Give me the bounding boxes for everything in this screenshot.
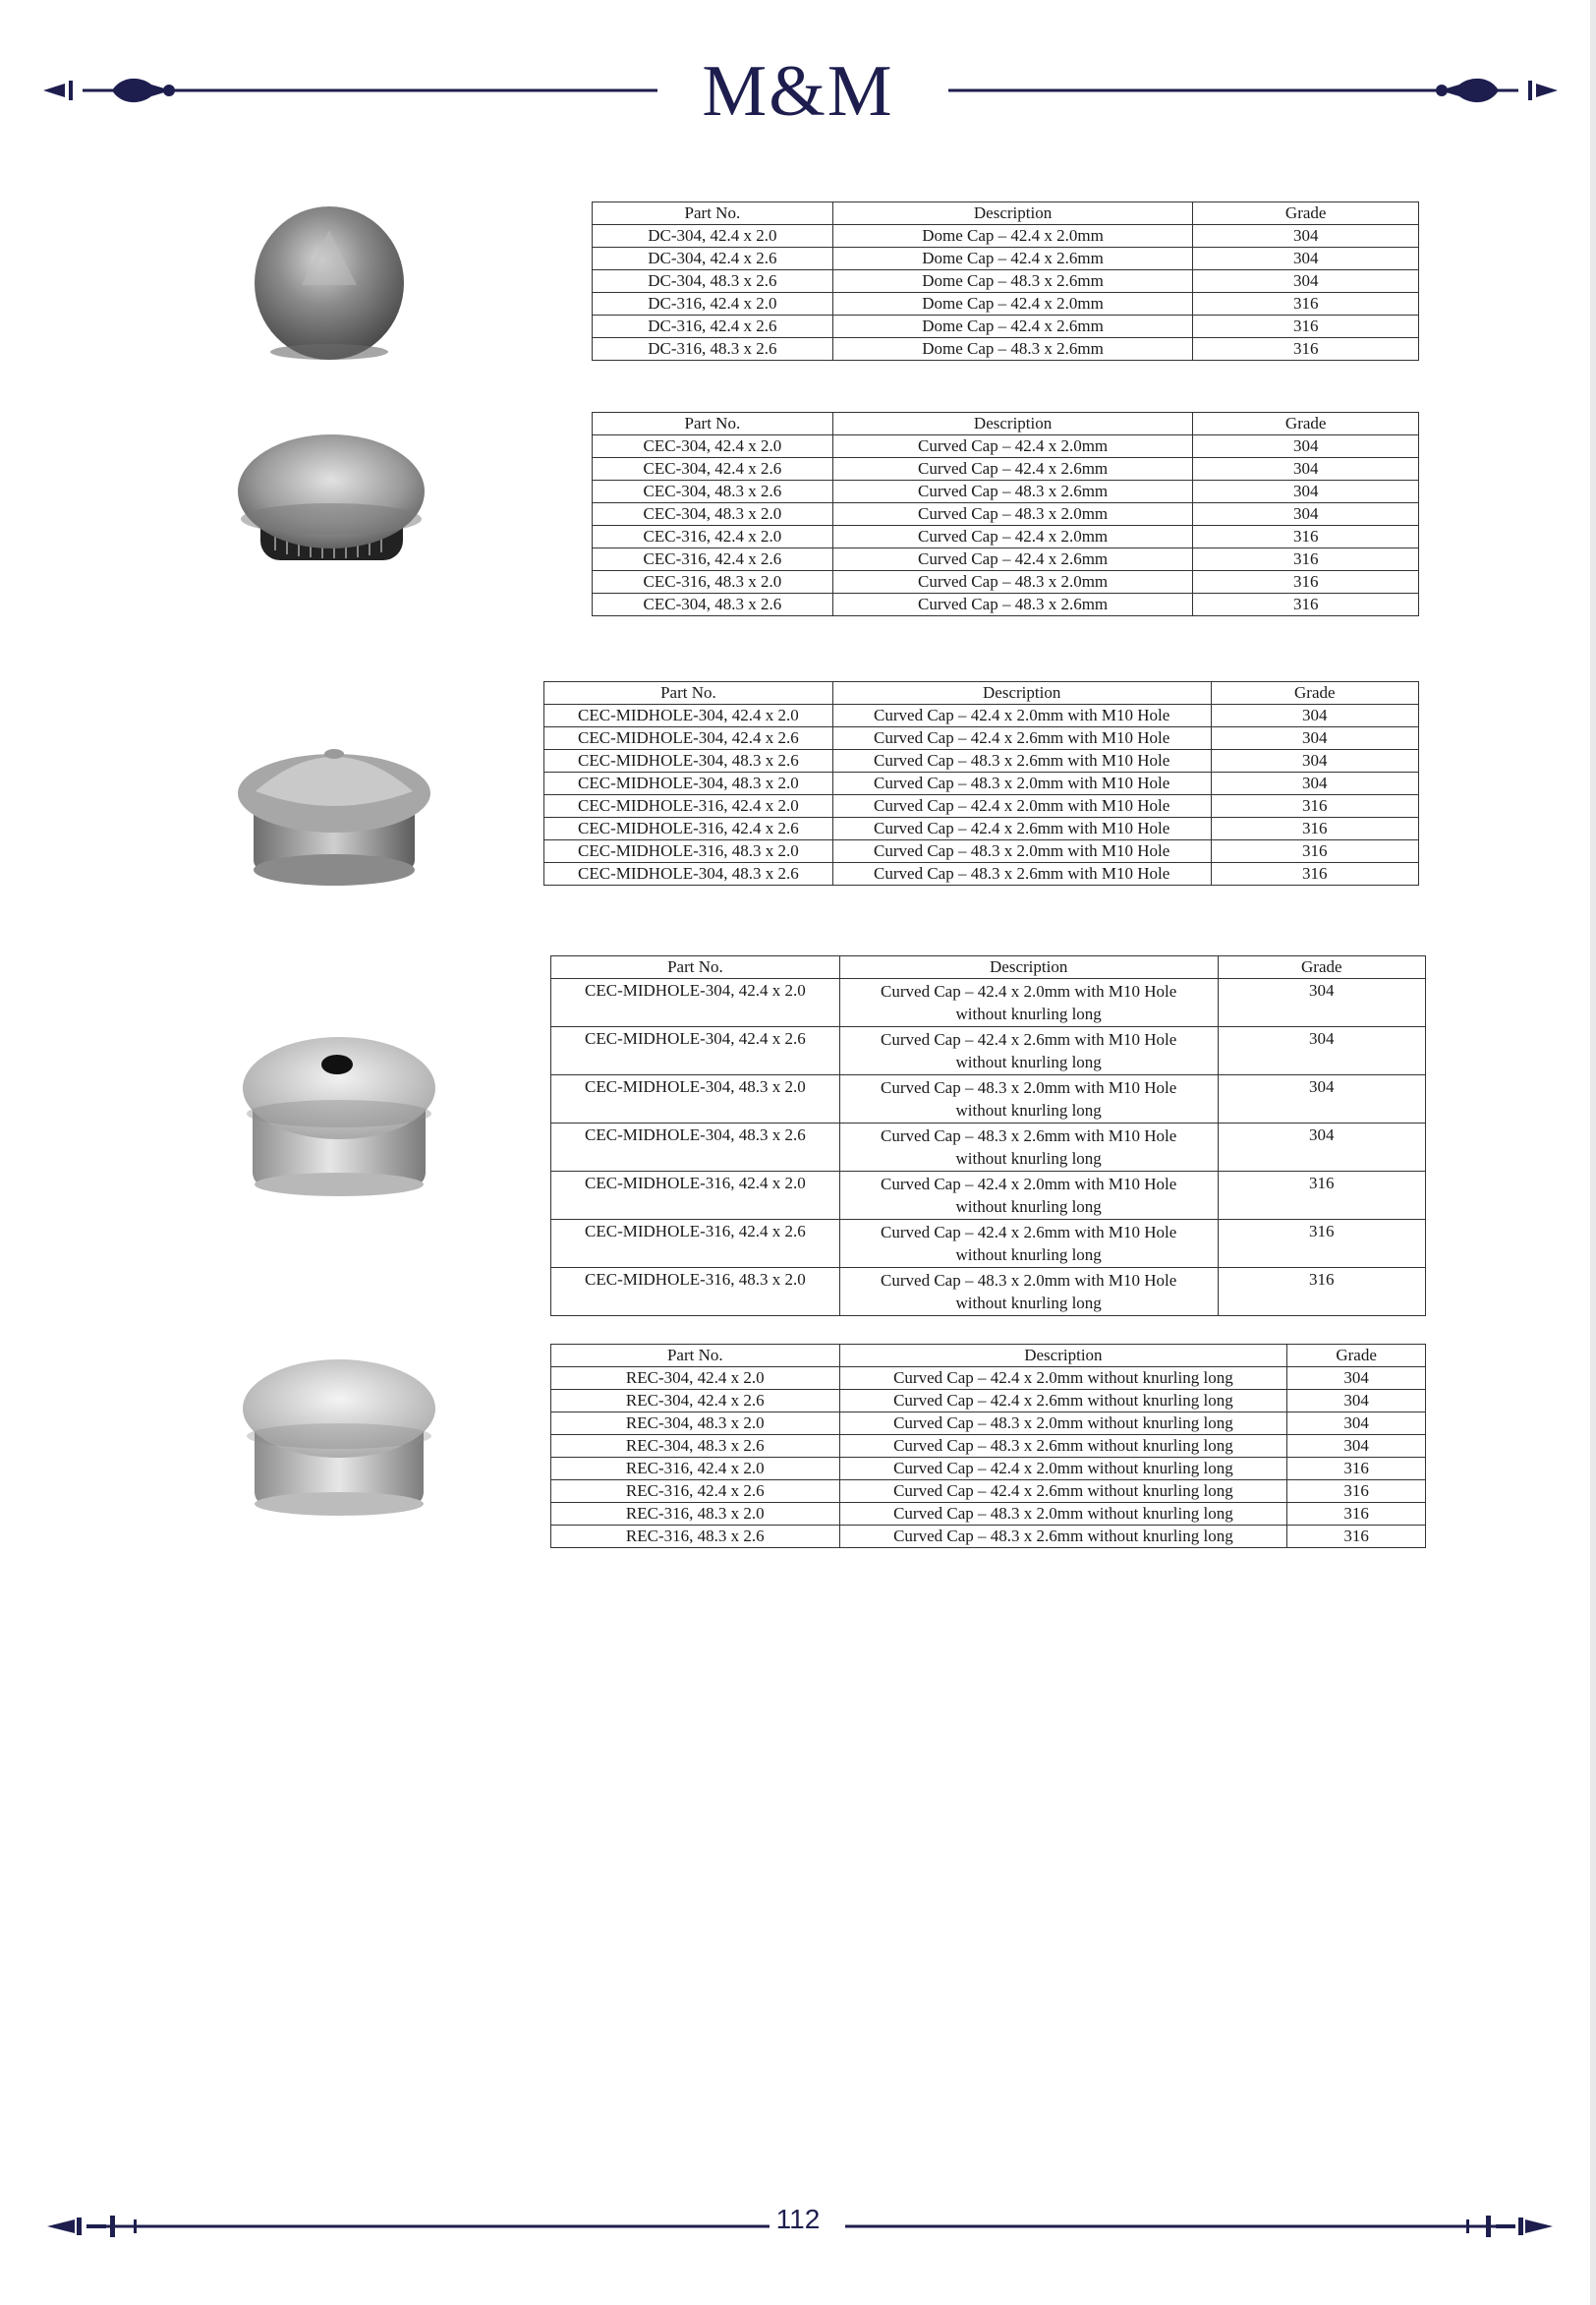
description-cell: Curved Cap – 42.4 x 2.6mm: [832, 548, 1193, 571]
grade-cell: 316: [1287, 1526, 1426, 1548]
part-no-cell: CEC-MIDHOLE-316, 42.4 x 2.0: [544, 795, 833, 818]
grade-cell: 304: [1287, 1412, 1426, 1435]
grade-cell: 304: [1193, 270, 1419, 293]
part-no-cell: CEC-MIDHOLE-304, 42.4 x 2.6: [551, 1027, 840, 1075]
grade-cell: 316: [1211, 795, 1418, 818]
part-no-cell: DC-316, 42.4 x 2.6: [593, 316, 833, 338]
part-no-cell: CEC-MIDHOLE-304, 42.4 x 2.0: [551, 979, 840, 1027]
page-header: [0, 47, 1596, 145]
grade-cell: 304: [1211, 773, 1418, 795]
table-row: [551, 1435, 1426, 1458]
table-row: [544, 727, 1419, 750]
description-line: without knurling long: [955, 1101, 1102, 1120]
part-no-cell: CEC-304, 48.3 x 2.0: [593, 503, 833, 526]
grade-cell: 304: [1287, 1435, 1426, 1458]
part-no-cell: CEC-MIDHOLE-316, 48.3 x 2.0: [551, 1268, 840, 1316]
table-row: [544, 705, 1419, 727]
description-cell: Curved Cap – 48.3 x 2.6mm: [832, 594, 1193, 616]
part-no-cell: CEC-316, 42.4 x 2.6: [593, 548, 833, 571]
description-cell: Curved Cap – 48.3 x 2.0mm: [832, 571, 1193, 594]
description-cell: Curved Cap – 42.4 x 2.6mm without knurling long: [839, 1390, 1287, 1412]
col-grade: Grade: [1193, 202, 1419, 225]
dome-cap-table: [592, 202, 1419, 361]
col-part-no: Part No.: [544, 682, 833, 705]
page-number: 112: [775, 2204, 821, 2234]
part-no-cell: CEC-MIDHOLE-304, 42.4 x 2.0: [544, 705, 833, 727]
description-cell: Dome Cap – 42.4 x 2.6mm: [832, 316, 1193, 338]
part-no-cell: CEC-304, 42.4 x 2.0: [593, 435, 833, 458]
rec-cap-table: [550, 1344, 1426, 1548]
table-header-row: [551, 956, 1426, 979]
part-no-cell: REC-316, 48.3 x 2.6: [551, 1526, 840, 1548]
description-cell: Dome Cap – 48.3 x 2.6mm: [832, 270, 1193, 293]
grade-cell: 316: [1193, 571, 1419, 594]
description-line: Curved Cap – 48.3 x 2.0mm with M10 Hole: [881, 1271, 1177, 1290]
description-cell: [839, 1268, 1218, 1316]
col-grade: Grade: [1287, 1345, 1426, 1367]
table-row: [551, 1124, 1426, 1172]
col-part-no: Part No.: [593, 202, 833, 225]
table-row: [593, 270, 1419, 293]
table-row: [551, 1172, 1426, 1220]
col-description: Description: [832, 413, 1193, 435]
col-grade: Grade: [1218, 956, 1425, 979]
description-cell: [839, 979, 1218, 1027]
description-cell: Curved Cap – 42.4 x 2.0mm with M10 Hole: [832, 795, 1211, 818]
table-row: [551, 1526, 1426, 1548]
grade-cell: 316: [1218, 1220, 1425, 1268]
grade-cell: 316: [1211, 840, 1418, 863]
part-no-cell: CEC-MIDHOLE-316, 42.4 x 2.6: [544, 818, 833, 840]
col-part-no: Part No.: [551, 956, 840, 979]
part-no-cell: CEC-MIDHOLE-316, 48.3 x 2.0: [544, 840, 833, 863]
description-cell: Curved Cap – 48.3 x 2.0mm without knurling long: [839, 1412, 1287, 1435]
grade-cell: 304: [1211, 705, 1418, 727]
table-row: [544, 773, 1419, 795]
description-cell: [839, 1220, 1218, 1268]
table-header-row: [544, 682, 1419, 705]
description-line: Curved Cap – 42.4 x 2.0mm with M10 Hole: [881, 1175, 1177, 1193]
part-no-cell: CEC-MIDHOLE-304, 48.3 x 2.6: [544, 863, 833, 886]
table-row: [551, 979, 1426, 1027]
table-row: [551, 1268, 1426, 1316]
description-cell: Curved Cap – 48.3 x 2.6mm with M10 Hole: [832, 863, 1211, 886]
grade-cell: 304: [1193, 248, 1419, 270]
part-no-cell: REC-316, 42.4 x 2.0: [551, 1458, 840, 1480]
table-row: [551, 1458, 1426, 1480]
description-line: without knurling long: [955, 1245, 1102, 1264]
description-line: Curved Cap – 42.4 x 2.0mm with M10 Hole: [881, 982, 1177, 1001]
part-no-cell: CEC-304, 42.4 x 2.6: [593, 458, 833, 481]
part-no-cell: DC-304, 42.4 x 2.6: [593, 248, 833, 270]
table-row: [593, 225, 1419, 248]
description-cell: Curved Cap – 42.4 x 2.6mm with M10 Hole: [832, 727, 1211, 750]
part-no-cell: REC-304, 48.3 x 2.6: [551, 1435, 840, 1458]
grade-cell: 316: [1211, 863, 1418, 886]
table-row: [544, 750, 1419, 773]
part-no-cell: CEC-304, 48.3 x 2.6: [593, 481, 833, 503]
part-no-cell: CEC-316, 42.4 x 2.0: [593, 526, 833, 548]
part-no-cell: CEC-MIDHOLE-316, 42.4 x 2.6: [551, 1220, 840, 1268]
grade-cell: 316: [1211, 818, 1418, 840]
col-description: Description: [839, 956, 1218, 979]
footer-right-ornament-icon: [845, 2212, 1553, 2241]
description-cell: Curved Cap – 48.3 x 2.0mm: [832, 503, 1193, 526]
grade-cell: 304: [1287, 1390, 1426, 1412]
table-row: [551, 1075, 1426, 1124]
description-cell: Curved Cap – 42.4 x 2.0mm: [832, 435, 1193, 458]
grade-cell: 304: [1193, 503, 1419, 526]
description-cell: Dome Cap – 42.4 x 2.0mm: [832, 225, 1193, 248]
table-row: [551, 1480, 1426, 1503]
col-description: Description: [839, 1345, 1287, 1367]
curved-cap-image: [236, 413, 428, 585]
grade-cell: 304: [1193, 225, 1419, 248]
table-row: [544, 818, 1419, 840]
table-row: [593, 594, 1419, 616]
grade-cell: 316: [1287, 1503, 1426, 1526]
description-cell: Curved Cap – 48.3 x 2.0mm without knurling long: [839, 1503, 1287, 1526]
table-row: [593, 338, 1419, 361]
grade-cell: 304: [1287, 1367, 1426, 1390]
table-row: [593, 248, 1419, 270]
table-row: [551, 1220, 1426, 1268]
table-row: [551, 1367, 1426, 1390]
table-row: [544, 795, 1419, 818]
description-cell: [839, 1172, 1218, 1220]
description-line: Curved Cap – 48.3 x 2.0mm with M10 Hole: [881, 1078, 1177, 1097]
table-row: [551, 1390, 1426, 1412]
grade-cell: 316: [1193, 594, 1419, 616]
table-row: [593, 481, 1419, 503]
table-row: [593, 316, 1419, 338]
description-line: Curved Cap – 42.4 x 2.6mm with M10 Hole: [881, 1030, 1177, 1049]
description-line: without knurling long: [955, 1197, 1102, 1216]
grade-cell: 316: [1193, 338, 1419, 361]
description-cell: [839, 1124, 1218, 1172]
part-no-cell: REC-316, 48.3 x 2.0: [551, 1503, 840, 1526]
page-footer: [0, 2192, 1596, 2251]
part-no-cell: DC-316, 48.3 x 2.6: [593, 338, 833, 361]
brand-logo: M&M: [702, 51, 894, 132]
part-no-cell: REC-304, 42.4 x 2.6: [551, 1390, 840, 1412]
description-cell: Curved Cap – 48.3 x 2.6mm without knurling long: [839, 1435, 1287, 1458]
grade-cell: 304: [1193, 458, 1419, 481]
description-line: without knurling long: [955, 1005, 1102, 1023]
description-line: without knurling long: [955, 1053, 1102, 1071]
description-line: without knurling long: [955, 1149, 1102, 1168]
description-cell: Curved Cap – 48.3 x 2.6mm with M10 Hole: [832, 750, 1211, 773]
part-no-cell: DC-316, 42.4 x 2.0: [593, 293, 833, 316]
description-cell: Curved Cap – 42.4 x 2.0mm without knurling long: [839, 1458, 1287, 1480]
part-no-cell: CEC-MIDHOLE-304, 42.4 x 2.6: [544, 727, 833, 750]
part-no-cell: CEC-MIDHOLE-316, 42.4 x 2.0: [551, 1172, 840, 1220]
midhole-without-knurling-table: [550, 955, 1426, 1316]
midhole-cap-image: [236, 742, 432, 890]
part-no-cell: CEC-MIDHOLE-304, 48.3 x 2.0: [544, 773, 833, 795]
grade-cell: 316: [1193, 548, 1419, 571]
description-cell: Curved Cap – 48.3 x 2.6mm: [832, 481, 1193, 503]
grade-cell: 304: [1218, 979, 1425, 1027]
part-no-cell: CEC-MIDHOLE-304, 48.3 x 2.6: [551, 1124, 840, 1172]
midhole-cap-table: [543, 681, 1419, 886]
dome-cap-image: [251, 197, 408, 364]
right-arrow-ornament-icon: [948, 69, 1558, 112]
part-no-cell: REC-304, 48.3 x 2.0: [551, 1412, 840, 1435]
table-row: [544, 840, 1419, 863]
description-cell: Dome Cap – 42.4 x 2.0mm: [832, 293, 1193, 316]
table-row: [544, 863, 1419, 886]
part-no-cell: DC-304, 48.3 x 2.6: [593, 270, 833, 293]
grade-cell: 316: [1193, 526, 1419, 548]
description-line: Curved Cap – 42.4 x 2.6mm with M10 Hole: [881, 1223, 1177, 1241]
description-cell: Dome Cap – 48.3 x 2.6mm: [832, 338, 1193, 361]
table-row: [593, 571, 1419, 594]
description-cell: Curved Cap – 42.4 x 2.0mm with M10 Hole: [832, 705, 1211, 727]
col-grade: Grade: [1211, 682, 1418, 705]
description-cell: Curved Cap – 42.4 x 2.6mm: [832, 458, 1193, 481]
col-part-no: Part No.: [551, 1345, 840, 1367]
description-cell: [839, 1027, 1218, 1075]
description-line: without knurling long: [955, 1294, 1102, 1312]
grade-cell: 304: [1218, 1124, 1425, 1172]
col-description: Description: [832, 682, 1211, 705]
page-edge: [1590, 0, 1596, 2305]
part-no-cell: CEC-MIDHOLE-304, 48.3 x 2.6: [544, 750, 833, 773]
table-row: [593, 526, 1419, 548]
grade-cell: 304: [1218, 1075, 1425, 1124]
grade-cell: 304: [1211, 727, 1418, 750]
table-row: [551, 1503, 1426, 1526]
table-row: [593, 458, 1419, 481]
table-row: [593, 548, 1419, 571]
description-cell: Curved Cap – 48.3 x 2.6mm without knurling long: [839, 1526, 1287, 1548]
part-no-cell: CEC-316, 48.3 x 2.0: [593, 571, 833, 594]
description-line: Curved Cap – 48.3 x 2.6mm with M10 Hole: [881, 1126, 1177, 1145]
part-no-cell: CEC-304, 48.3 x 2.6: [593, 594, 833, 616]
grade-cell: 316: [1287, 1480, 1426, 1503]
col-description: Description: [832, 202, 1193, 225]
part-no-cell: DC-304, 42.4 x 2.0: [593, 225, 833, 248]
grade-cell: 304: [1193, 435, 1419, 458]
curved-cap-table: [592, 412, 1419, 616]
table-row: [551, 1027, 1426, 1075]
description-cell: Curved Cap – 42.4 x 2.6mm without knurling long: [839, 1480, 1287, 1503]
description-cell: Dome Cap – 42.4 x 2.6mm: [832, 248, 1193, 270]
grade-cell: 316: [1193, 316, 1419, 338]
description-cell: Curved Cap – 48.3 x 2.0mm with M10 Hole: [832, 840, 1211, 863]
grade-cell: 316: [1287, 1458, 1426, 1480]
col-part-no: Part No.: [593, 413, 833, 435]
description-cell: [839, 1075, 1218, 1124]
description-cell: Curved Cap – 48.3 x 2.0mm with M10 Hole: [832, 773, 1211, 795]
description-cell: Curved Cap – 42.4 x 2.0mm without knurling long: [839, 1367, 1287, 1390]
grade-cell: 316: [1218, 1268, 1425, 1316]
part-no-cell: REC-316, 42.4 x 2.6: [551, 1480, 840, 1503]
table-row: [593, 503, 1419, 526]
midhole-cap-without-knurling-image: [241, 1027, 437, 1199]
part-no-cell: REC-304, 42.4 x 2.0: [551, 1367, 840, 1390]
grade-cell: 316: [1218, 1172, 1425, 1220]
description-cell: Curved Cap – 42.4 x 2.0mm: [832, 526, 1193, 548]
table-row: [551, 1412, 1426, 1435]
grade-cell: 316: [1193, 293, 1419, 316]
table-header-row: [593, 202, 1419, 225]
grade-cell: 304: [1211, 750, 1418, 773]
grade-cell: 304: [1218, 1027, 1425, 1075]
table-header-row: [593, 413, 1419, 435]
part-no-cell: CEC-MIDHOLE-304, 48.3 x 2.0: [551, 1075, 840, 1124]
table-header-row: [551, 1345, 1426, 1367]
col-grade: Grade: [1193, 413, 1419, 435]
grade-cell: 304: [1193, 481, 1419, 503]
table-row: [593, 435, 1419, 458]
description-cell: Curved Cap – 42.4 x 2.6mm with M10 Hole: [832, 818, 1211, 840]
round-end-cap-image: [241, 1352, 437, 1524]
table-row: [593, 293, 1419, 316]
